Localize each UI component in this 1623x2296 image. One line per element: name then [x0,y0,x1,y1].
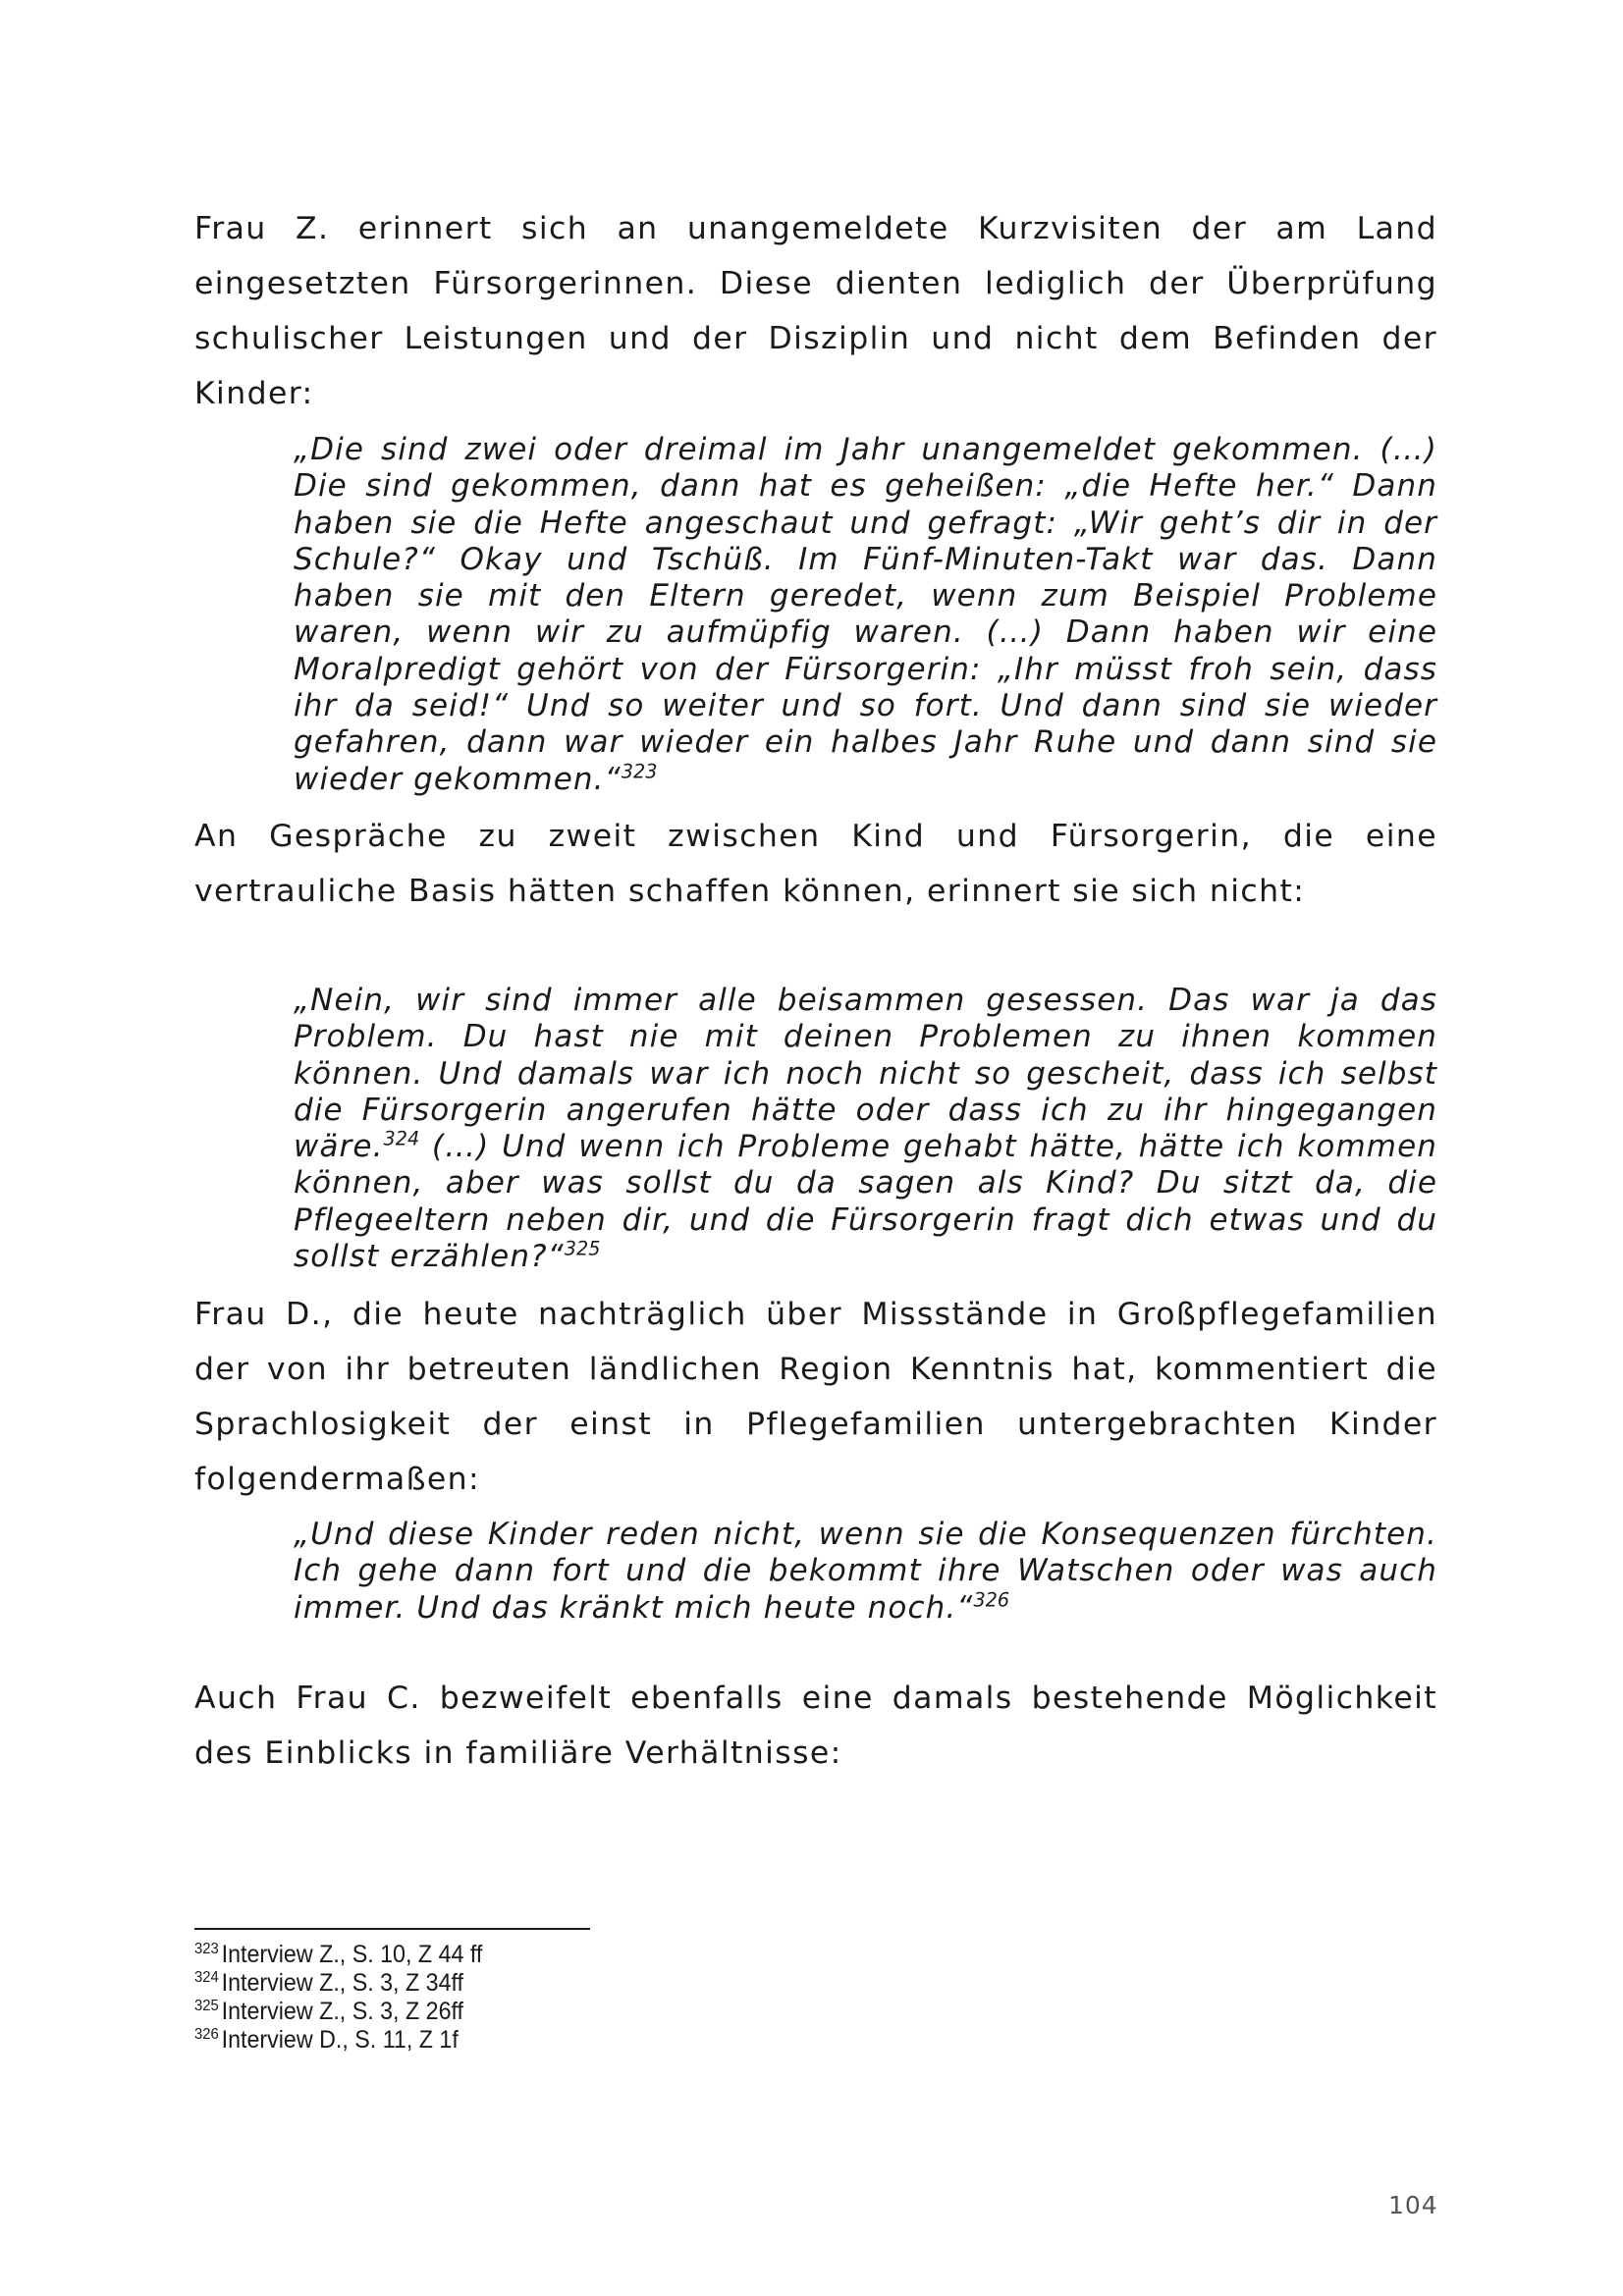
paragraph-2: An Gespräche zu zweit zwischen Kind und Fürsorgerin, die eine vertrauliche Basis hätten schaffen können, erinnert sie sich nicht: [194,819,1437,909]
quote-2-text-a: „Nein, wir sind immer alle beisammen gesessen. Das war ja das Problem. Du hast nie mit deinen Problemen zu ihnen kommen können. Und damals war ich noch nicht so gescheit, dass ich selbst die Fürsorgerin angerufen hätte oder dass ich zu ihr hingegangen wäre. [294,983,1437,1165]
footnote-ref-324[interactable]: 324 [383,1127,420,1150]
footnote-ref-326[interactable]: 326 [973,1588,1010,1612]
footnote-text: Interview Z., S. 3, Z 34ff [221,1969,464,1997]
footnote-number: 324 [194,1969,219,1986]
paragraph-1: Frau Z. erinnert sich an unangemeldete Kurzvisiten der am Land eingesetzten Fürsorgerinnen. Diese dienten lediglich der Überprüfung schulischer Leistungen und der Disziplin und nicht dem Befinden der Kinder: [194,211,1437,411]
footnote-separator [194,1928,590,1930]
paragraph-4: Auch Frau C. bezweifelt ebenfalls eine damals bestehende Möglichkeit des Einblicks in familiäre Verhältnisse: [194,1681,1437,1771]
quote-2-text-b: (…) Und wenn ich Probleme gehabt hätte, hätte ich kommen können, aber was sollst du da sagen als Kind? Du sitzt da, die Pflegeeltern neben dir, und die Fürsorgerin fragt dich etwas und du sollst erzählen?“ [294,1129,1437,1275]
footnote-number: 325 [194,1998,219,2014]
footnote-text: Interview D., S. 11, Z 1f [221,2026,459,2054]
block-quote-1 [294,432,1437,798]
footnote-number: 323 [194,1941,219,1957]
footnote-323 [194,1941,1016,1969]
paragraph-3: Frau D., die heute nachträglich über Missstände in Großpflegefamilien der von ihr betreuten ländlichen Region Kenntnis hat, kommentiert die Sprachlosigkeit der einst in Pflegefamilien untergebrachten Kinder folgendermaßen: [194,1297,1437,1497]
quote-3-text: „Und diese Kinder reden nicht, wenn sie die Konsequenzen fürchten. Ich gehe dann fort und die bekommt ihre Watschen oder was auch immer. Und das kränkt mich heute noch.“ [294,1517,1437,1626]
footnote-number: 326 [194,2026,219,2043]
block-quote-3 [294,1517,1437,1627]
footnote-326 [194,2026,1016,2055]
footnote-text: Interview Z., S. 3, Z 26ff [221,1998,464,2025]
footnote-ref-325[interactable]: 325 [564,1237,601,1260]
footnote-325 [194,1998,1016,2026]
block-quote-2 [294,983,1437,1275]
quote-1-text: „Die sind zwei oder dreimal im Jahr unangemeldet gekommen. (…) Die sind gekommen, dann hat es geheißen: „die Hefte her.“ Dann haben sie die Hefte angeschaut und gefragt: „Wir geht’s dir in der Schule?“ Okay und Tschüß. Im Fünf-Minuten-Takt war das. Dann haben sie mit den Eltern geredet, wenn zum Beispiel Probleme waren, wenn wir zu aufmüpfig waren. (…) Dann haben wir eine Moralpredigt gehört von der Fürsorgerin: „Ihr müsst froh sein, dass ihr da seid!“ Und so weiter und so fort. Und dann sind sie wieder gefahren, dann war wieder ein halbes Jahr Ruhe und dann sind sie wieder gekommen.“ [294,432,1437,797]
footnote-text: Interview Z., S. 10, Z 44 ff [221,1941,483,1968]
footnotes [194,1941,1016,2055]
footnote-ref-323[interactable]: 323 [621,760,658,783]
footnote-324 [194,1969,1016,1998]
page-number: 104 [1388,2191,1438,2219]
